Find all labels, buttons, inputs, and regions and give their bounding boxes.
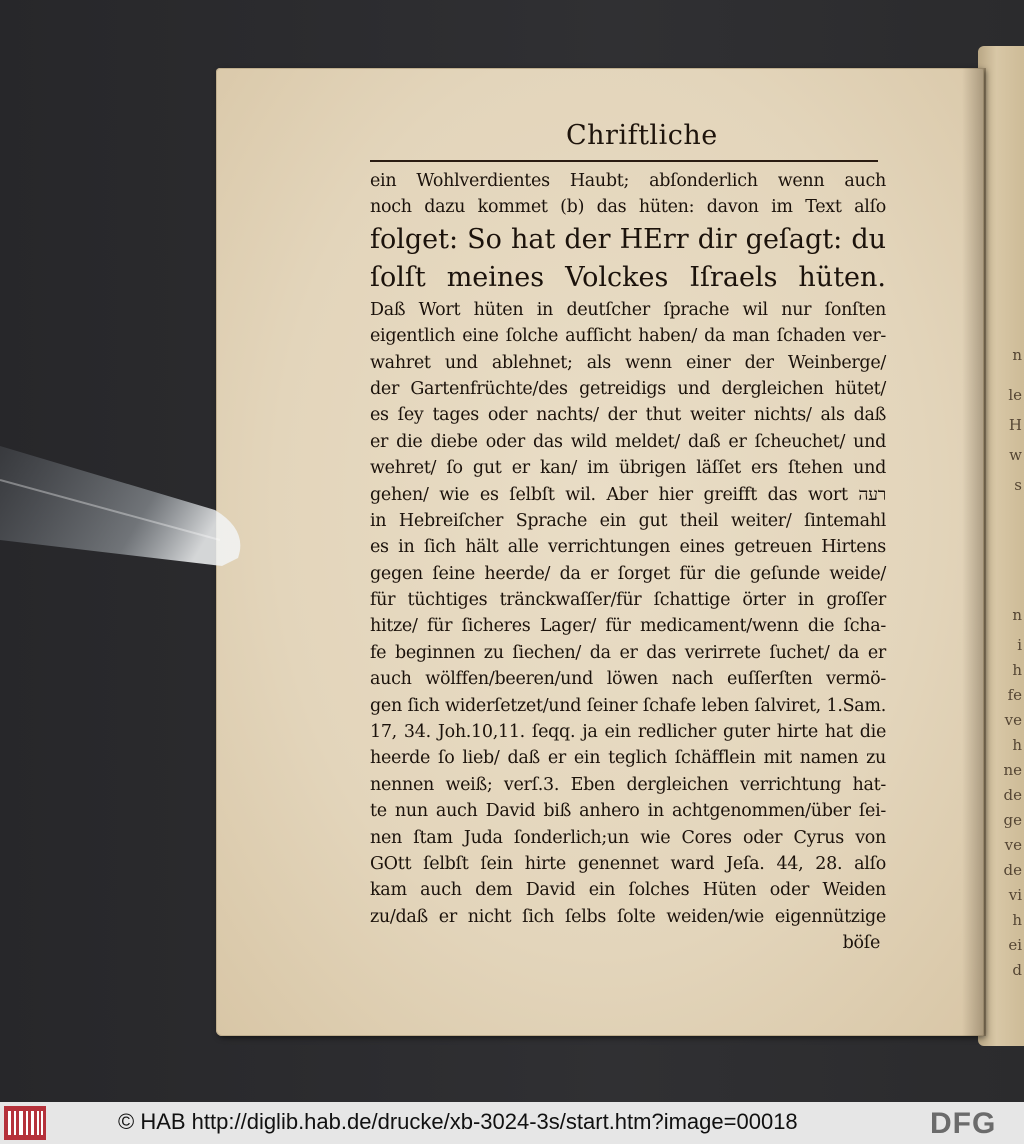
text-line: gehen/ wie es ſelbſt wil. Aber hier greifft das wort רעה <box>370 484 886 505</box>
edge-letter: le <box>1008 386 1022 404</box>
edge-letter: H <box>1008 416 1022 434</box>
text-line: es in ſich hält alle verrichtungen eines getreuen Hirtens <box>370 537 886 558</box>
edge-letter: w <box>1009 446 1022 464</box>
edge-letter: de <box>1003 786 1022 804</box>
edge-letter: de <box>1003 861 1022 879</box>
text-line: ein Wohlverdientes Haubt; abſonderlich wenn auch <box>370 171 886 191</box>
edge-letter: ge <box>1003 811 1022 829</box>
edge-letter: ve <box>1004 711 1022 729</box>
text-line-large: folget: So hat der HErr dir geſagt: du <box>370 223 886 255</box>
edge-letter: ve <box>1004 836 1022 854</box>
text-line: er die diebe oder das wild meldet/ daß er ſcheuchet/ und <box>370 431 886 452</box>
text-line: noch dazu kommet (b) das hüten: davon im Text alſo <box>370 197 886 218</box>
edge-letter: i <box>1017 636 1022 654</box>
body-text <box>370 168 886 957</box>
text-line: der Gartenfrüchte/des getreidigs und dergleichen hütet/ <box>370 378 886 399</box>
text-line-large: ſolſt meines Volckes Iſraels hüten. <box>370 261 886 293</box>
barcode-icon <box>4 1106 46 1140</box>
dfg-logo: DFG <box>930 1107 997 1140</box>
edge-letter: n <box>1012 346 1022 364</box>
source-link[interactable]: © HAB http://diglib.hab.de/drucke/xb-3024-3s/start.htm?image=00018 <box>118 1109 798 1134</box>
running-head: Chriftliche <box>566 120 718 151</box>
text-line: fe beginnen zu ſiechen/ da er das verirrete ſuchet/ da er <box>370 642 886 663</box>
text-line: eigentlich eine ſolche aufſicht haben/ da man ſchaden ver- <box>370 326 886 347</box>
catchword: böſe <box>842 933 880 954</box>
edge-letter: s <box>1014 476 1022 494</box>
edge-letter: ei <box>1008 936 1022 954</box>
text-line: für tüchtiges tränckwaſſer/für ſchattige örter in groſſer <box>370 590 886 611</box>
text-line: heerde ſo lieb/ daß er ein teglich ſchäfflein mit namen zu <box>370 748 886 769</box>
text-line: auch wölffen/beeren/und löwen nach euſſerſten vermö- <box>370 669 886 690</box>
text-line: GOtt ſelbſt ſein hirte genennet ward Jeſa. 44, 28. alſo <box>370 853 886 874</box>
text-line: te nun auch David biß anhero in achtgenommen/über ſei- <box>370 801 886 822</box>
edge-letter: n <box>1012 606 1022 624</box>
spine-shadow <box>962 68 986 1036</box>
text-line: wahret und ablehnet; als wenn einer der Weinberge/ <box>370 352 886 373</box>
edge-letter: ne <box>1003 761 1022 779</box>
header-rule <box>370 160 878 162</box>
text-line: zu/daß er nicht ſich ſelbs ſolte weiden/wie eigennützige <box>370 906 886 927</box>
footer-bar <box>0 1102 1024 1144</box>
edge-letter: vi <box>1008 886 1022 904</box>
text-line: in Hebreiſcher Sprache ein gut theil weiter/ ſintemahl <box>370 510 886 531</box>
text-line: Daß Wort hüten in deutſcher ſprache wil nur ſonſten <box>370 299 886 320</box>
edge-letter: fe <box>1007 686 1022 704</box>
text-line: 17, 34. Joh.10,11. ſeqq. ja ein redlicher guter hirte hat die <box>370 722 886 743</box>
glass-reflection <box>0 440 250 570</box>
text-line: gegen ſeine heerde/ da er ſorget für die geſunde weide/ <box>370 563 886 584</box>
text-line: wehret/ ſo gut er kan/ im übrigen läſſet ers ſtehen und <box>370 458 886 479</box>
edge-letter: d <box>1012 961 1022 979</box>
text-line: gen ſich widerſetzet/und ſeiner ſchafe leben ſalviret, 1.Sam. <box>370 695 886 716</box>
text-line: nen ſtam Juda ſonderlich;un wie Cores oder Cyrus von <box>370 827 886 848</box>
edge-letter: h <box>1012 736 1022 754</box>
edge-letter: h <box>1012 911 1022 929</box>
text-line: hitze/ für ſicheres Lager/ für medicament/wenn die ſcha- <box>370 616 886 637</box>
text-line: es ſey tages oder nachts/ der thut weiter nichts/ als daß <box>370 405 886 426</box>
text-line: kam auch dem David ein ſolches Hüten oder Weiden <box>370 880 886 901</box>
edge-letter: h <box>1012 661 1022 679</box>
text-line: nennen weiß; verſ.3. Eben dergleichen verrichtung hat- <box>370 774 886 795</box>
